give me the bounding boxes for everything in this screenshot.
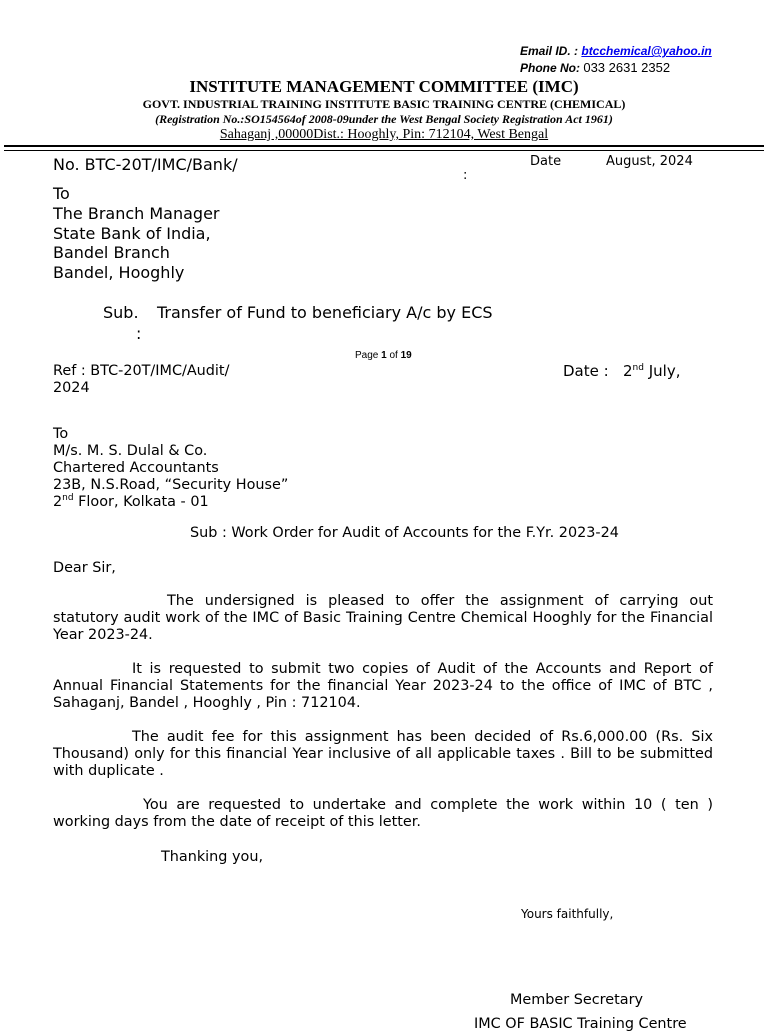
letter-address-2: Chartered Accountants [53, 460, 219, 476]
header-divider-thin [4, 150, 764, 151]
paragraph-2: It is requested to submit two copies of Audit of the Accounts and Report of Annual Financial Statements for the financial Year 2023-24 to the office of IMC of BTC , Sahaganj, Bandel , Hooghly , Pin : 712104. [53, 661, 713, 711]
subject-text: Transfer of Fund to beneficiary A/c by ECS [157, 303, 493, 322]
subject-colon: : [136, 324, 142, 343]
letter-address-4-rest: Floor, Kolkata - 01 [73, 494, 209, 510]
addressee-line-3: Bandel Branch [53, 243, 170, 262]
addressee-line-4: Bandel, Hooghly [53, 263, 185, 282]
page-total: 19 [400, 350, 412, 361]
paragraph-3: The audit fee for this assignment has been decided of Rs.6,000.00 (Rs. Six Thousand) only for this financial Year inclusive of all applicable taxes . Bill to be submitted with duplicate . [53, 729, 713, 779]
phone-line [520, 60, 670, 75]
addressee-line-2: State Bank of India, [53, 224, 211, 243]
addressee-line-1: The Branch Manager [53, 204, 220, 223]
signatory-org: IMC OF BASIC Training Centre [474, 1016, 687, 1032]
date-value: August, 2024 [606, 154, 693, 169]
paragraph-4: You are requested to undertake and complete the work within 10 ( ten ) working days from the date of receipt of this letter. [53, 797, 713, 830]
letter-date [563, 362, 680, 380]
page-of: of [386, 350, 401, 361]
email-line [520, 44, 712, 58]
letter-date-rest: July, [643, 362, 681, 380]
signatory: Member Secretary [510, 992, 644, 1008]
letter-subject: Sub : Work Order for Audit of Accounts for the F.Yr. 2023-24 [190, 525, 619, 541]
date-label: Date [530, 154, 562, 169]
letter-to: To [53, 426, 69, 442]
closing: Yours faithfully, [521, 907, 614, 921]
to-label: To [53, 184, 70, 203]
reference-number: No. BTC-20T/IMC/Bank/ [53, 155, 238, 174]
letter-address-4 [53, 494, 209, 510]
org-subtitle: GOVT. INDUSTRIAL TRAINING INSTITUTE BASIC TRAINING CENTRE (CHEMICAL) [142, 97, 626, 111]
page-indicator [355, 350, 412, 361]
letter-address-1: M/s. M. S. Dulal & Co. [53, 443, 208, 459]
salutation: Dear Sir, [53, 560, 116, 576]
page-prefix: Page [355, 350, 382, 361]
letter-ref-line-1: Ref : BTC-20T/IMC/Audit/ [53, 363, 230, 379]
subject-label: Sub. [103, 303, 139, 322]
email-label: Email ID. : [520, 44, 579, 58]
phone-label: Phone No: [520, 61, 580, 75]
phone-value: 033 2631 2352 [583, 60, 671, 75]
page-current: 1 [381, 350, 387, 361]
letter-date-day: 2 [623, 362, 633, 380]
header-divider-thick [4, 145, 764, 147]
letter-address-4-sup: nd [62, 493, 74, 504]
letter-address-4-num: 2 [53, 494, 63, 510]
letter-date-suffix: nd [632, 363, 644, 373]
thanks-line: Thanking you, [161, 849, 264, 865]
letter-date-label: Date : [563, 362, 609, 380]
date-colon: : [463, 168, 468, 183]
paragraph-1: The undersigned is pleased to offer the assignment of carrying out statutory audit work of the IMC of Basic Training Centre Chemical Hooghly for the Financial Year 2023-24. [53, 593, 713, 643]
registration-line: (Registration No.:SO154564of 2008-09under the West Bengal Society Registration Act 1961) [155, 112, 613, 126]
letter-ref-line-2: 2024 [53, 380, 90, 396]
org-name: INSTITUTE MANAGEMENT COMMITTEE (IMC) [189, 77, 579, 96]
letter-address-3: 23B, N.S.Road, “Security House” [53, 477, 289, 493]
email-link[interactable]: btcchemical@yahoo.in [581, 44, 712, 58]
address-line: Sahaganj ,00000Dist.: Hooghly, Pin: 712104, West Bengal [219, 127, 549, 142]
